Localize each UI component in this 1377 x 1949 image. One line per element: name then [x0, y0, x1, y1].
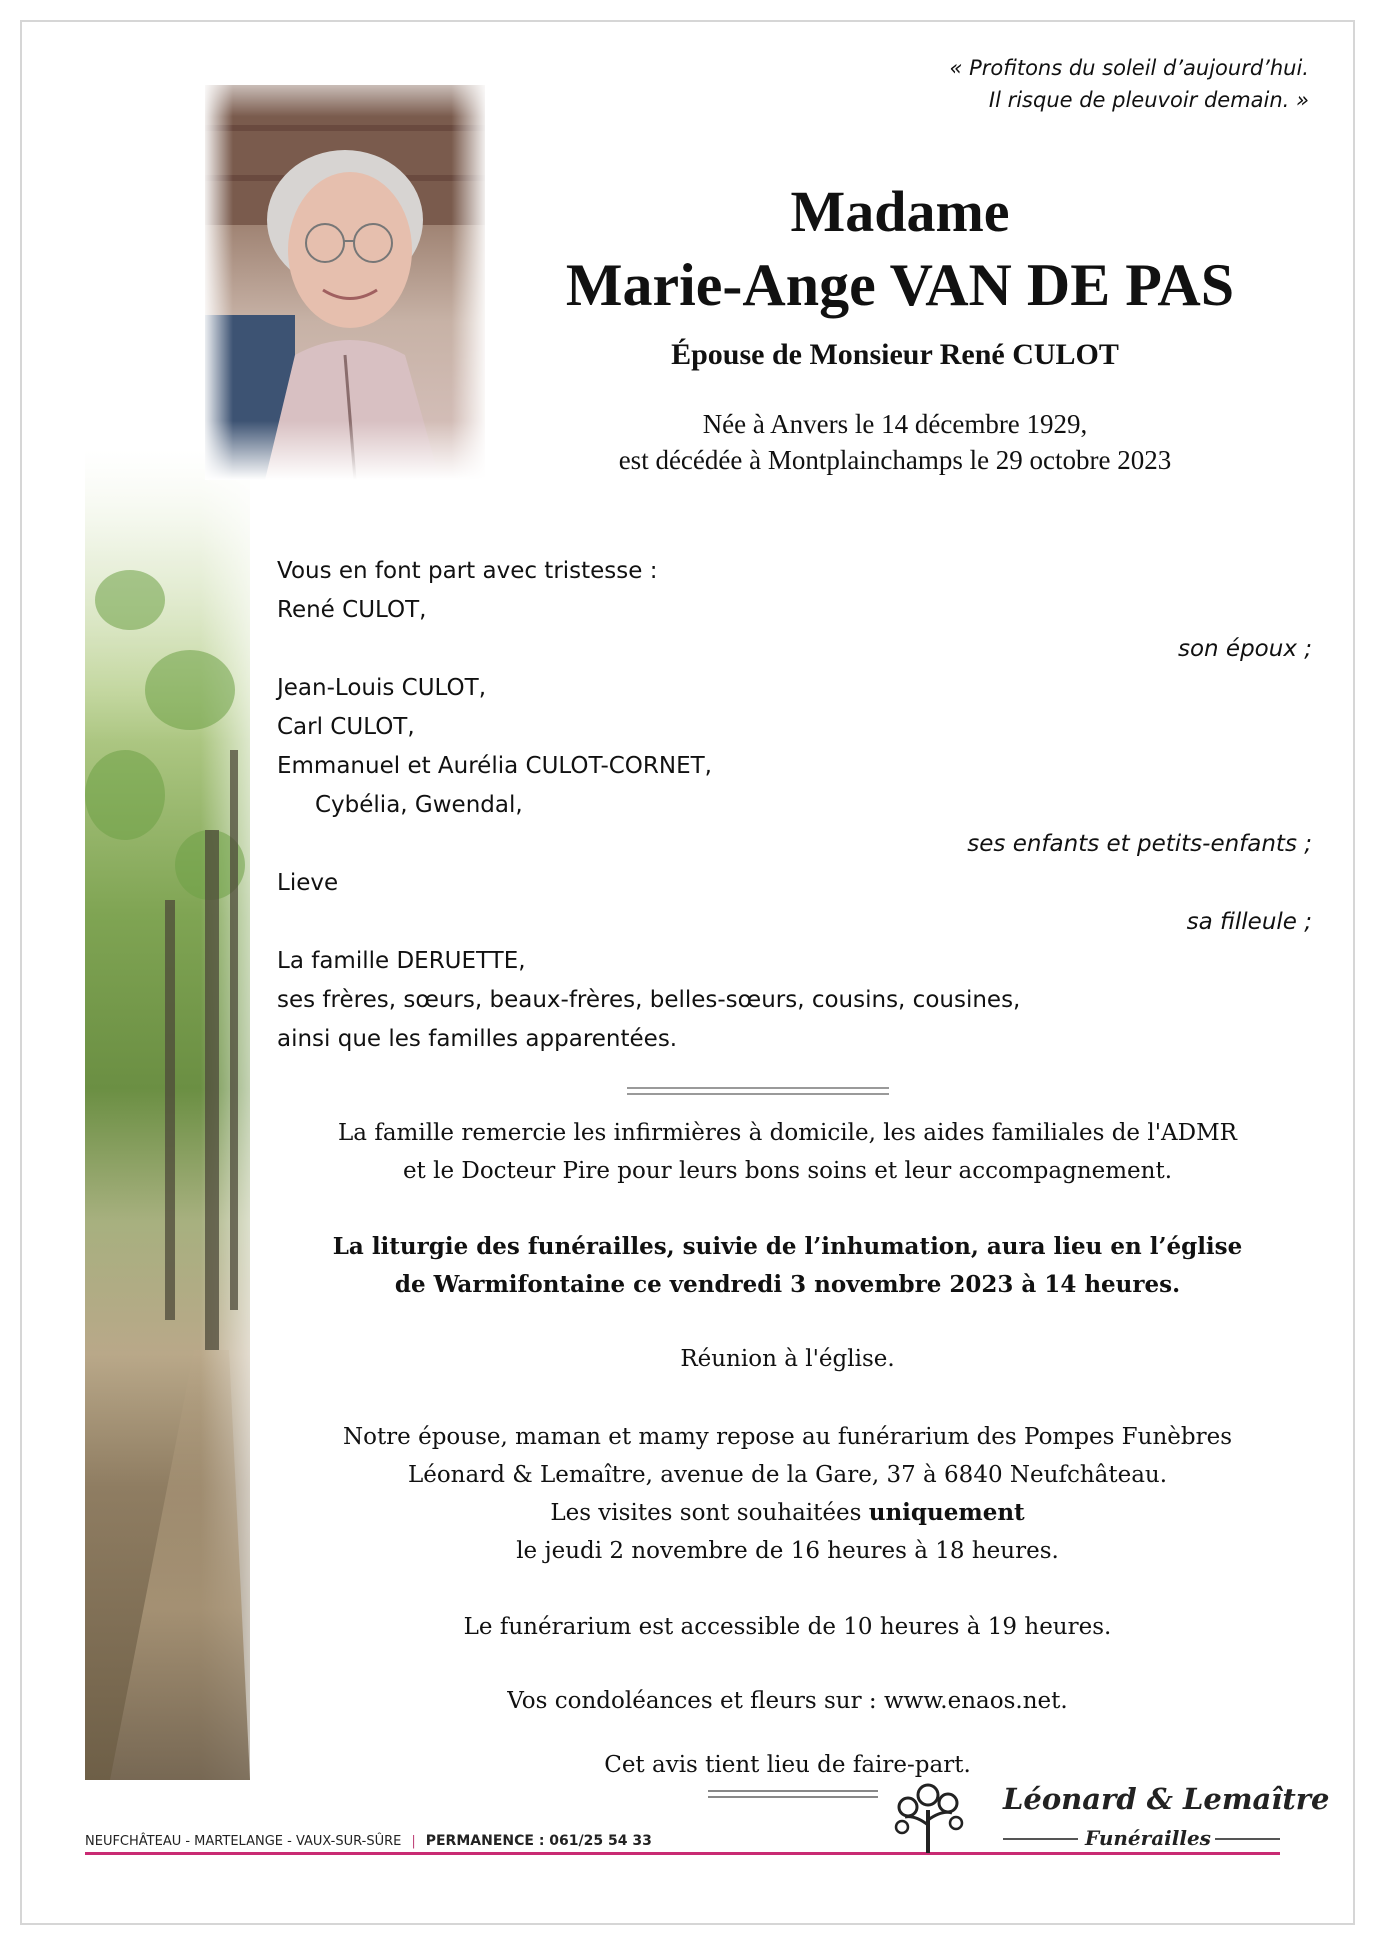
epigraph-quote	[949, 52, 1309, 116]
family-list	[277, 552, 1317, 1059]
thanks-line: La famille remercie les infirmières à domicile, les aides familiales de l'ADMR	[338, 1120, 1237, 1146]
forest-path-image	[85, 450, 250, 1780]
family-member: Cybélia, Gwendal,	[315, 792, 523, 818]
family-intro: Vous en font part avec tristesse :	[277, 558, 658, 584]
funeral-announcement	[255, 1228, 1320, 1304]
birth-death-dates	[520, 406, 1270, 478]
visits-line	[255, 1494, 1320, 1532]
funeral-home-info	[255, 1418, 1320, 1570]
tree-trunk	[205, 830, 219, 1350]
tree-trunk	[230, 750, 238, 1310]
condolences-line: Vos condoléances et fleurs sur : www.enaos.net.	[507, 1688, 1068, 1714]
dirt-path	[110, 1350, 250, 1780]
funeral-line: de Warmifontaine ce vendredi 3 novembre 2023 à 14 heures.	[394, 1271, 1181, 1298]
family-member: René CULOT,	[277, 597, 427, 623]
notice-line: Cet avis tient lieu de faire-part.	[604, 1752, 971, 1778]
footer-separator: |	[411, 1834, 416, 1849]
foliage	[85, 750, 165, 840]
portrait-photo	[205, 85, 485, 480]
spouse-line: Épouse de Monsieur René CULOT	[671, 338, 1119, 371]
photo-fade-overlay	[205, 85, 485, 480]
funeral-line: La liturgie des funérailles, suivie de l’inhumation, aura lieu en l’église	[332, 1233, 1243, 1260]
family-member: ainsi que les familles apparentées.	[277, 1026, 678, 1052]
section-divider	[627, 1087, 889, 1095]
quote-line: « Profitons du soleil d’aujourd’hui.	[949, 56, 1309, 80]
family-role: sa filleule ;	[1186, 909, 1312, 935]
rest-line: Léonard & Lemaître, avenue de la Gare, 37 à 6840 Neufchâteau.	[407, 1462, 1168, 1488]
visits-emphasis: uniquement	[868, 1499, 1025, 1526]
family-member: ses frères, sœurs, beaux-frères, belles-sœurs, cousins, cousines,	[277, 987, 1021, 1013]
deceased-name: Marie-Ange VAN DE PAS	[565, 252, 1235, 318]
death-line: est décédée à Montplainchamps le 29 octobre 2023	[618, 445, 1172, 475]
family-member: Lieve	[277, 870, 339, 896]
deceased-title: Madame	[790, 179, 1010, 244]
funeral-home-hours: Le funérarium est accessible de 10 heures à 19 heures.	[463, 1614, 1112, 1640]
family-role: ses enfants et petits-enfants ;	[967, 831, 1312, 857]
family-member: Carl CULOT,	[277, 714, 415, 740]
footer-divider	[708, 1790, 878, 1798]
footer-accent-line	[85, 1852, 1280, 1855]
quote-line: Il risque de pleuvoir demain. »	[988, 88, 1309, 112]
family-member: Jean-Louis CULOT,	[277, 675, 486, 701]
family-role: son époux ;	[1177, 636, 1312, 662]
foliage	[145, 650, 235, 730]
tree-logo-icon	[890, 1775, 970, 1855]
brand-name: Léonard & Lemaître	[1003, 1782, 1330, 1816]
birth-line: Née à Anvers le 14 décembre 1929,	[702, 409, 1088, 439]
meeting-point: Réunion à l'église.	[680, 1346, 895, 1372]
brand-rule	[1215, 1838, 1280, 1840]
tree-trunk	[165, 900, 175, 1320]
rest-line: Notre épouse, maman et mamy repose au funérarium des Pompes Funèbres	[342, 1424, 1233, 1450]
thanks-line: et le Docteur Pire pour leurs bons soins et leur accompagnement.	[402, 1158, 1173, 1184]
family-member: La famille DERUETTE,	[277, 948, 526, 974]
brand-rule	[1003, 1838, 1078, 1840]
footer-contact	[85, 1833, 652, 1849]
family-member: Emmanuel et Aurélia CULOT-CORNET,	[277, 753, 712, 779]
foliage	[95, 570, 165, 630]
visits-text: Les visites sont souhaitées	[550, 1500, 869, 1526]
footer-locations: NEUFCHÂTEAU - MARTELANGE - VAUX-SUR-SÛRE	[85, 1834, 402, 1849]
footer-permanence: PERMANENCE : 061/25 54 33	[425, 1833, 652, 1849]
brand-subtitle: Funérailles	[1085, 1826, 1211, 1850]
thanks-paragraph	[255, 1114, 1320, 1190]
visits-hours: le jeudi 2 novembre de 16 heures à 18 heures.	[516, 1538, 1059, 1564]
